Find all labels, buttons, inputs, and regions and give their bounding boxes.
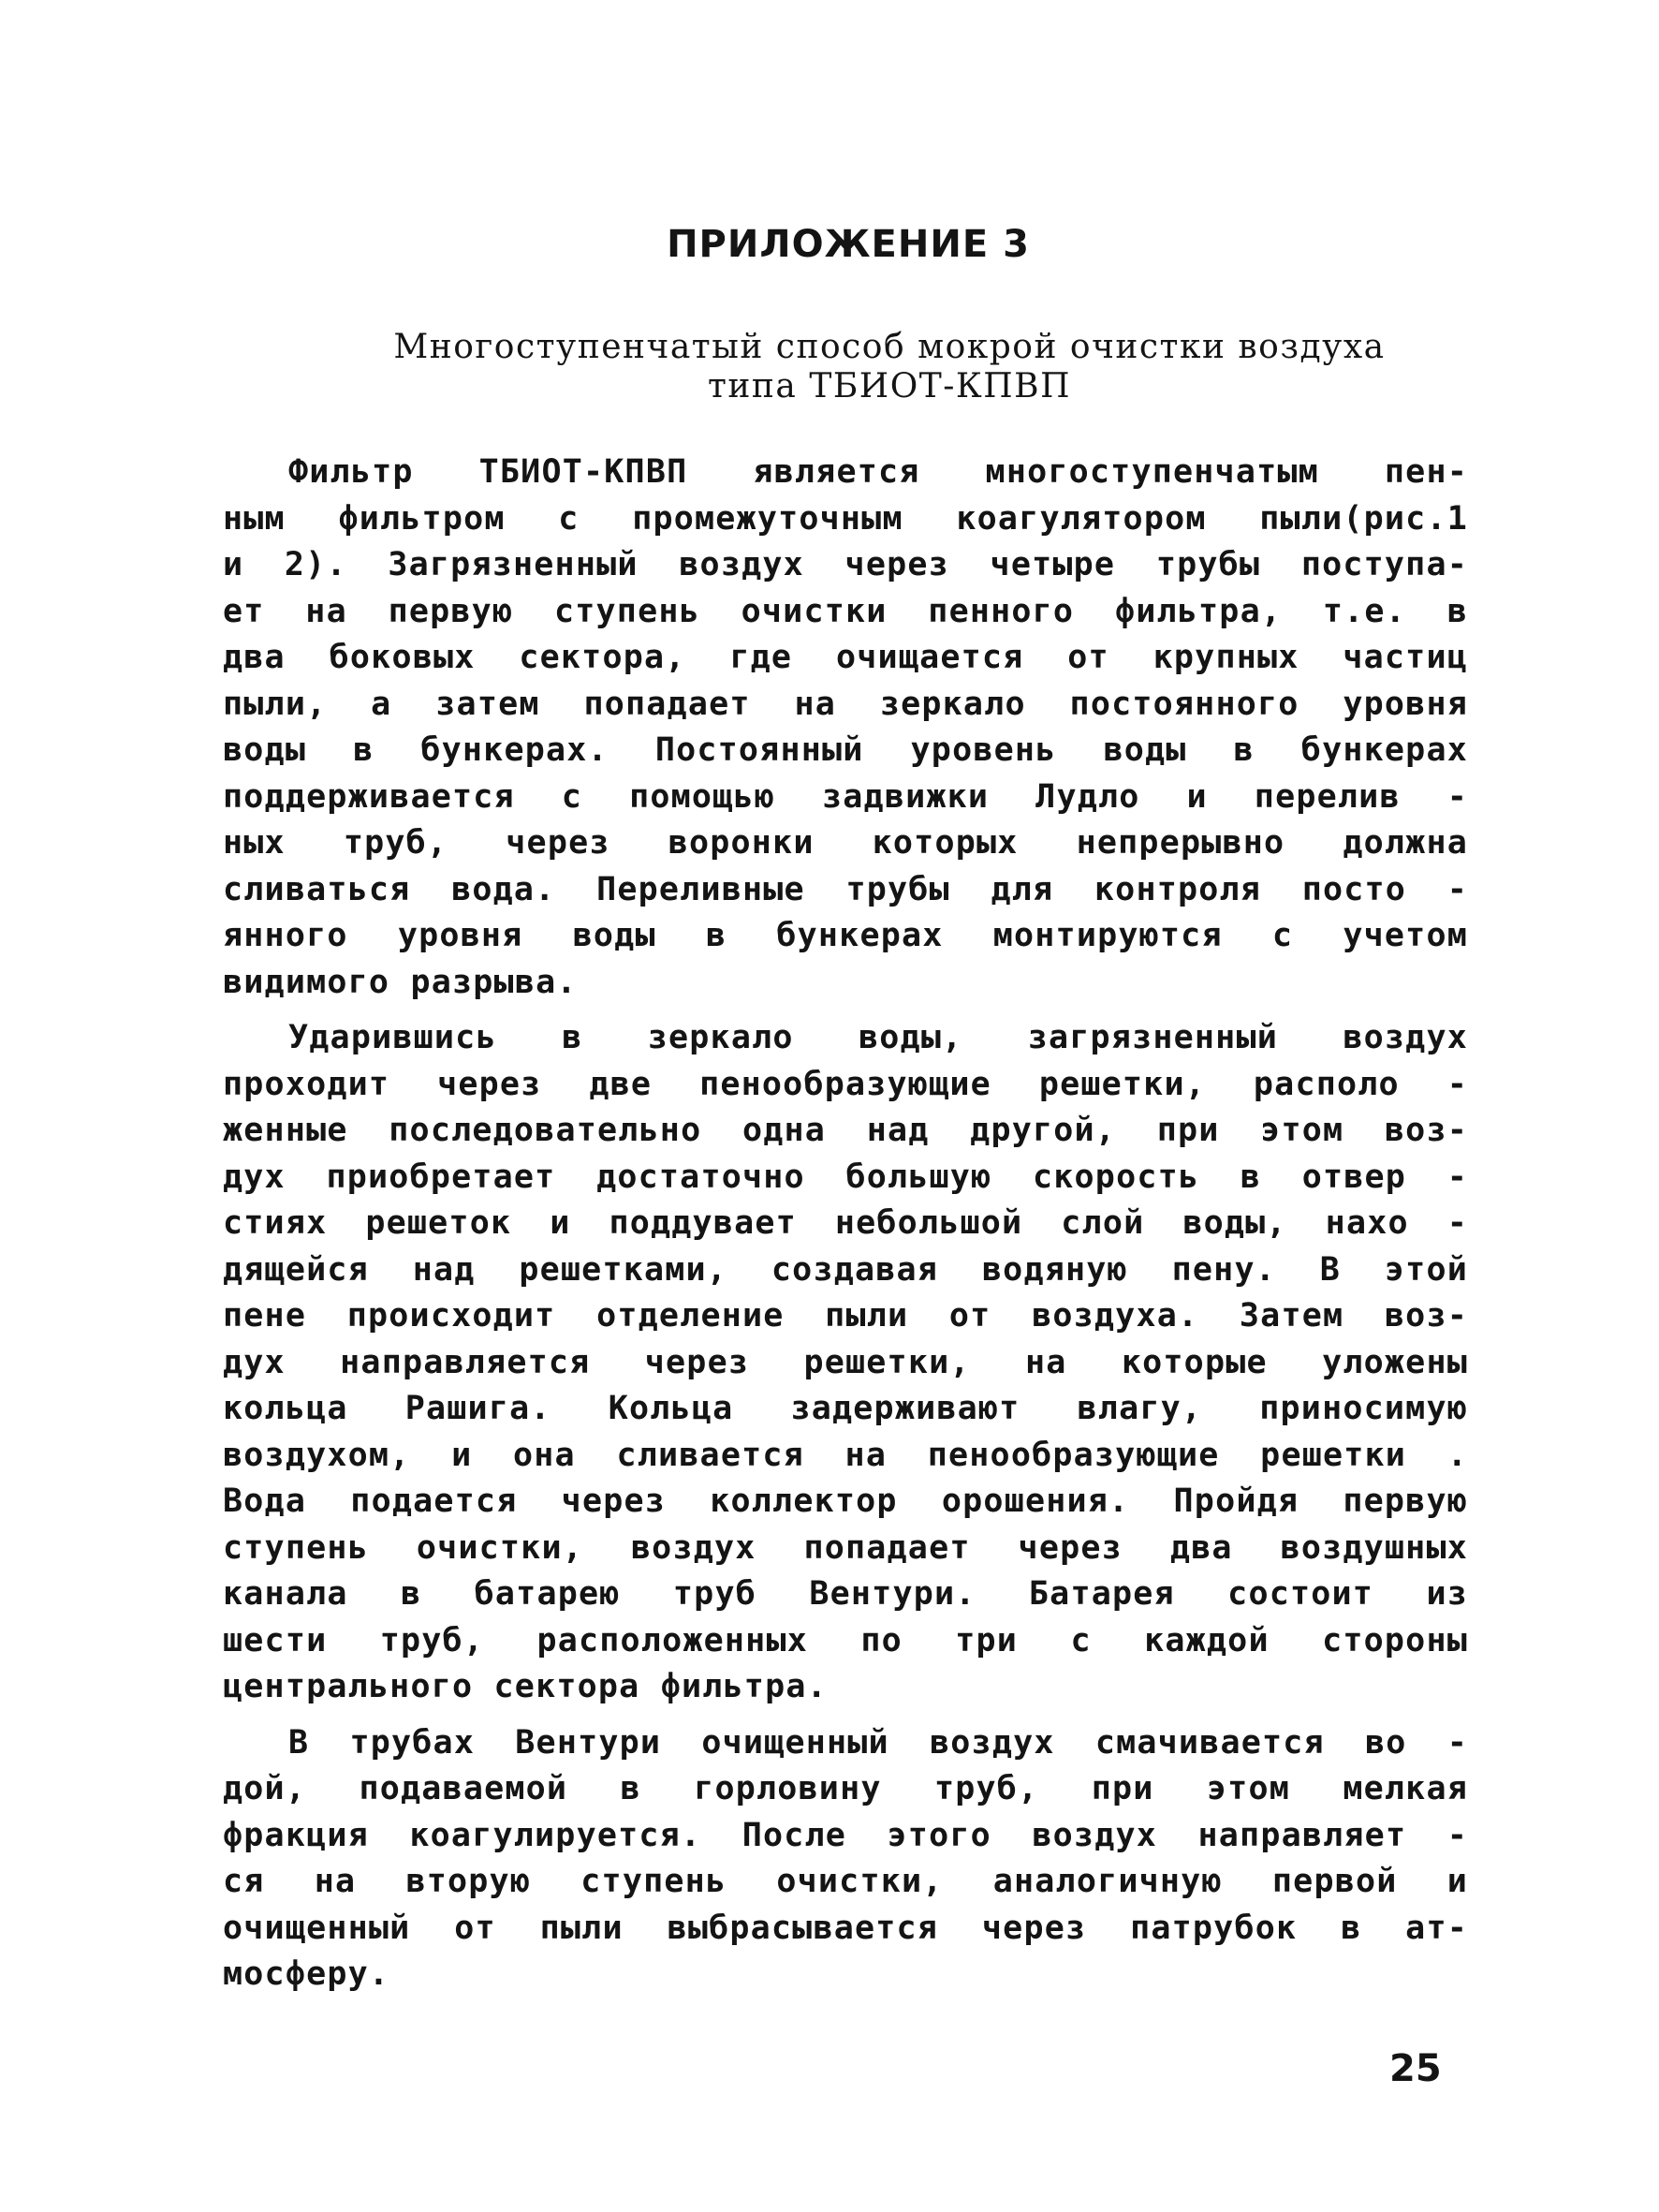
paragraph-2	[223, 1015, 1468, 1711]
body-text	[223, 450, 1468, 1998]
text-line: Вода подается через коллектор орошения. Пройдя первую	[223, 1482, 1468, 1520]
text-line: В трубах Вентури очищенный воздух смачивается во -	[288, 1723, 1468, 1762]
text-line: дух приобретает достаточно большую скорость в отвер -	[223, 1158, 1468, 1196]
text-line: ся на вторую ступень очистки, аналогичную первой и	[223, 1863, 1468, 1900]
subtitle-line-2: типа ТБИОТ-КПВП	[708, 367, 1071, 406]
text-line: поддерживается с помощью задвижки Лудло и перелив -	[223, 777, 1468, 816]
text-line: канала в батарею труб Вентури. Батарея состоит из	[223, 1575, 1468, 1613]
text-line: центрального сектора фильтра.	[223, 1668, 828, 1705]
paragraph-1	[223, 450, 1468, 1006]
text-line: пене происходит отделение пыли от воздуха. Затем воз-	[223, 1297, 1468, 1335]
text-line: пыли, а затем попадает на зеркало постоянного уровня	[223, 685, 1468, 723]
appendix-heading: ПРИЛОЖЕНИЕ 3	[667, 223, 1030, 266]
text-line: сливаться вода. Переливные трубы для контроля посто -	[223, 870, 1468, 908]
text-line: видимого разрыва.	[223, 963, 578, 1001]
text-line: Фильтр ТБИОТ-КПВП является многоступенчатым пен-	[288, 453, 1468, 491]
text-line: дой, подаваемой в горловину труб, при этом мелкая	[223, 1770, 1468, 1807]
text-line: дух направляется через решетки, на которые уложены	[223, 1343, 1468, 1381]
document-subtitle	[328, 328, 1451, 406]
page-number: 25	[1389, 2047, 1442, 2090]
text-line: дящейся над решетками, создавая водяную пену. В этой	[223, 1250, 1468, 1289]
text-line: кольца Рашига. Кольца задерживают влагу, приносимую	[223, 1390, 1468, 1427]
text-line: воздухом, и она сливается на пенообразующие решетки .	[223, 1436, 1468, 1474]
text-line: проходит через две пенообразующие решетки, располо -	[223, 1065, 1468, 1103]
text-line: ным фильтром с промежуточным коагулятором пыли(рис.1	[223, 499, 1468, 538]
text-line: шести труб, расположенных по три с каждой стороны	[223, 1621, 1468, 1659]
text-line: фракция коагулируется. После этого воздух направляет -	[223, 1816, 1468, 1854]
text-line: очищенный от пыли выбрасывается через патрубок в ат-	[223, 1909, 1468, 1947]
text-line: мосферу.	[223, 1955, 390, 1993]
text-line: и 2). Загрязненный воздух через четыре трубы поступа-	[223, 546, 1468, 583]
text-line: Ударившись в зеркало воды, загрязненный воздух	[288, 1019, 1468, 1056]
text-line: ных труб, через воронки которых непрерывно должна	[223, 824, 1468, 862]
text-line: женные последовательно одна над другой, при этом воз-	[223, 1112, 1468, 1149]
subtitle-line-1: Многоступенчатый способ мокрой очистки воздуха	[393, 328, 1386, 366]
text-line: два боковых сектора, где очищается от крупных частиц	[223, 639, 1468, 676]
text-line: ступень очистки, воздух попадает через два воздушных	[223, 1528, 1468, 1567]
paragraph-3	[223, 1720, 1468, 1998]
text-line: стиях решеток и поддувает небольшой слой воды, нахо -	[223, 1204, 1468, 1242]
text-line: ет на первую ступень очистки пенного фильтра, т.е. в	[223, 592, 1468, 630]
text-line: воды в бункерах. Постоянный уровень воды в бункерах	[223, 731, 1468, 769]
text-line: янного уровня воды в бункерах монтируются с учетом	[223, 917, 1468, 954]
